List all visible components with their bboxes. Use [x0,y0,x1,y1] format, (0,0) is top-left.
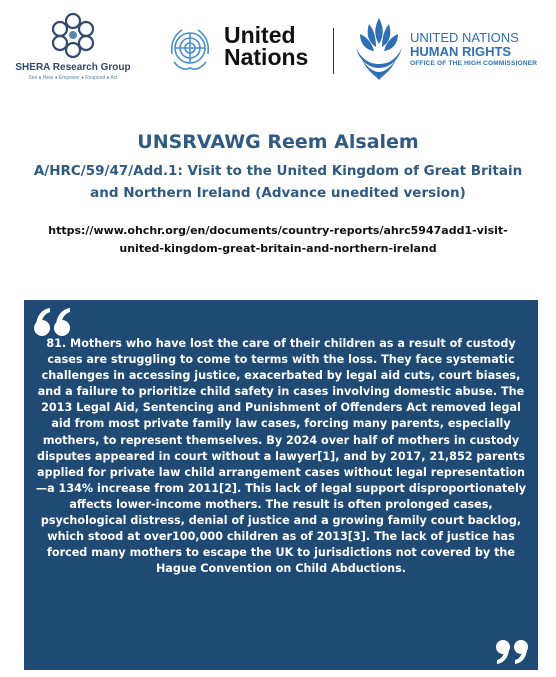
header [0,0,556,100]
logo-divider [333,28,334,74]
source-url: https://www.ohchr.org/en/documents/country-reports/ahrc5947add1-visit-united-kingdom-great-britain-and-northern-ireland [48,224,508,255]
quote-box [24,300,538,670]
ohchr-emblem-icon [352,16,406,82]
quote-text: 81. Mothers who have lost the care of their children as a result of custody cases are struggling to come to terms with the loss. They face systematic challenges in accessing justice, exacerbated by legal aid cuts, court biases, and a failure to prioritize child safety in cases involving domestic abuse. The 2013 Legal Aid, Sentencing and Punishment of Offenders Act removed legal aid from most private family law cases, forcing many parents, especially mothers, to represent themselves. By 2024 over half of mothers in custody disputes appeared in court without a lawyer[1], and by 2017, 21,852 parents applied for private law child arrangement cases without legal representation—a 134% increase from 2011[2]. This lack of legal support disproportionately affects lower-income mothers. The result is often prolonged cases, psychological distress, denial of justice and a growing family court backlog, which stood at over100,000 children as of 2013[3]. The lack of justice has forced many mothers to escape the UK to jurisdictions not covered by the Hague Convention on Child Abductions. [35,337,527,576]
page-title: UNSRVAWG Reem Alsalem [137,131,419,153]
ohchr-line2: HUMAN RIGHTS [410,44,512,59]
ohchr-line3: OFFICE OF THE HIGH COMMISSIONER [410,60,538,67]
un-emblem-icon [164,24,216,76]
ohchr-wordmark [410,31,537,69]
un-line2: Nations [224,44,309,70]
un-line1: United [224,22,296,48]
ohchr-line1: UNITED NATIONS [410,30,519,45]
un-wordmark [224,24,308,68]
close-quote-icon [494,638,530,666]
shera-logo [8,10,138,94]
shera-name: SHERA Research Group [15,62,131,73]
document-subtitle: A/HRC/59/47/Add.1: Visit to the United Kingdom of Great Britain and Northern Ireland (Advance unedited version) [33,163,523,201]
open-quote-icon [32,306,74,338]
shera-emblem-icon [46,10,100,60]
ohchr-logo [352,16,552,86]
un-logo [164,22,314,78]
shera-tagline: See ♦ Hear ♦ Empower ♦ Respond ♦ Act [28,75,118,81]
